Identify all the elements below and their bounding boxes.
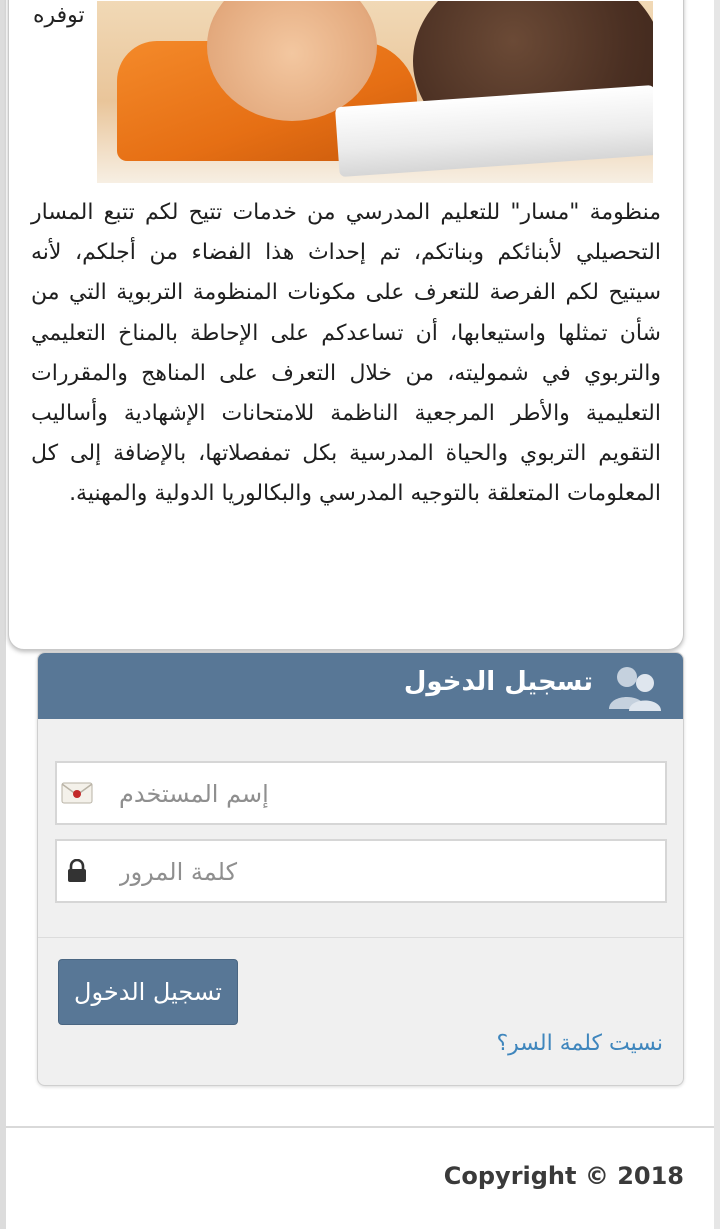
username-field[interactable] bbox=[55, 761, 667, 825]
login-button[interactable]: تسجيل الدخول bbox=[58, 959, 238, 1025]
password-field[interactable] bbox=[55, 839, 667, 903]
copyright-text: Copyright © 2018 bbox=[443, 1162, 684, 1190]
users-icon bbox=[607, 663, 663, 711]
right-edge bbox=[714, 0, 720, 1229]
form-divider bbox=[38, 937, 683, 938]
login-header bbox=[38, 653, 683, 719]
side-word: توفره bbox=[33, 3, 85, 28]
login-panel bbox=[37, 652, 684, 1086]
username-input[interactable] bbox=[117, 771, 641, 817]
intro-paragraph: منظومة "مسار" للتعليم المدرسي من خدمات تتيح لكم تتبع المسار التحصيلي لأبنائكم وبناتكم، تم إحداث هذا الفضاء من أجلكم، لأنه سيتيح لكم الفرصة للتعرف على مكونات المنظومة التربوية التي من شأن تمثلها واستيعابها، أن تساعدكم على الإحاطة بالمناخ التعليمي والتربوي في شموليته، من خلال التعرف على المناهج والمقررات التعليمية والأطر المرجعية الناظمة للامتحانات الإشهادية وأساليب التقويم التربوي والحياة المدرسية بكل تمفصلاتها، بالإضافة إلى كل المعلومات المتعلقة بالتوجيه المدرسي والبكالوريا الدولية والمهنية. bbox=[31, 200, 661, 507]
footer-divider bbox=[6, 1126, 714, 1128]
login-title: تسجيل الدخول bbox=[403, 667, 593, 697]
info-card bbox=[8, 0, 684, 650]
lock-icon bbox=[61, 859, 93, 883]
password-input[interactable] bbox=[117, 849, 641, 895]
envelope-icon bbox=[61, 781, 93, 805]
hero-photo bbox=[97, 1, 653, 183]
forgot-password-link[interactable]: نسيت كلمة السر؟ bbox=[496, 1031, 663, 1056]
left-edge bbox=[0, 0, 6, 1229]
